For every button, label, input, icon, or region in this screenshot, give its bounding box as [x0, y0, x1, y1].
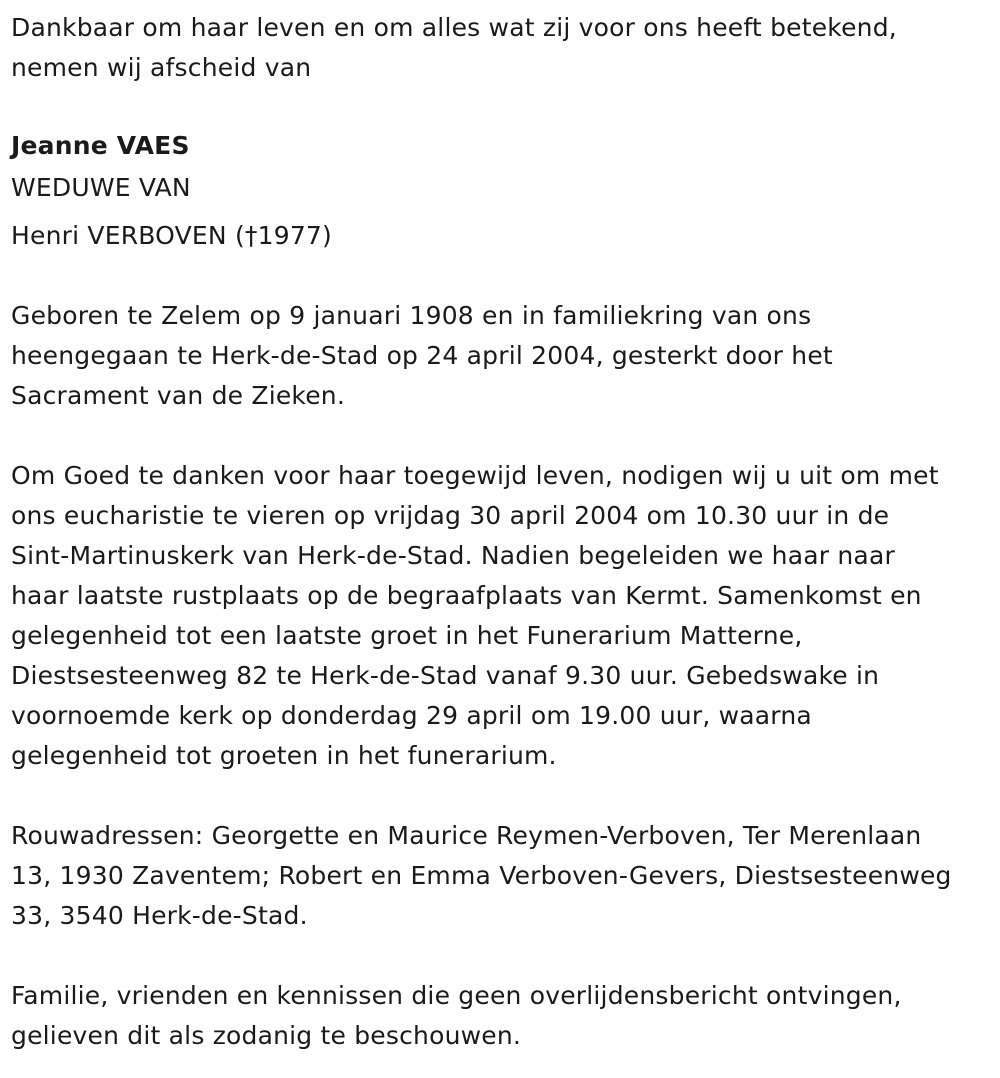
spouse-text: Henri VERBOVEN (†1977) [11, 221, 332, 250]
closing-text: Familie, vrienden en kennissen die geen overlijdensbericht ontvingen, gelieven dit als zodanig te beschouwen. [11, 981, 902, 1050]
obituary-notice [11, 8, 991, 1056]
spacer [11, 776, 991, 816]
spacer [11, 260, 991, 296]
addresses-text: Rouwadressen: Georgette en Maurice Reymen-Verboven, Ter Merenlaan 13, 1930 Zaventem; Robert en Emma Verboven-Gevers, Diestsesteenweg 33, 3540 Herk-de-Stad. [11, 821, 952, 930]
spacer [11, 936, 991, 976]
deceased-block [11, 124, 991, 260]
birth-death-text: Geboren te Zelem op 9 januari 1908 en in familiekring van ons heengegaan te Herk-de-Stad op 24 april 2004, gesterkt door het Sacrament van de Zieken. [11, 301, 833, 410]
spacer [11, 416, 991, 456]
deceased-name: Jeanne VAES [11, 131, 190, 160]
spacer [11, 88, 991, 124]
relation-text: WEDUWE VAN [11, 173, 191, 202]
ceremony-text: Om Goed te danken voor haar toegewijd leven, nodigen wij u uit om met ons eucharistie te vieren op vrijdag 30 april 2004 om 10.30 uur in de Sint-Martinuskerk van Herk-de-Stad. Nadien begeleiden we haar naar haar laatste rustplaats op de begraafplaats van Kermt. Samenkomst en gelegenheid tot een laatste groet in het Funerarium Matterne, Diestsesteenweg 82 te Herk-de-Stad vanaf 9.30 uur. Gebedswake in voornoemde kerk op donderdag 29 april om 19.00 uur, waarna gelegenheid tot groeten in het funerarium. [11, 461, 939, 770]
intro-text: Dankbaar om haar leven en om alles wat zij voor ons heeft betekend, nemen wij afscheid van [11, 13, 897, 82]
